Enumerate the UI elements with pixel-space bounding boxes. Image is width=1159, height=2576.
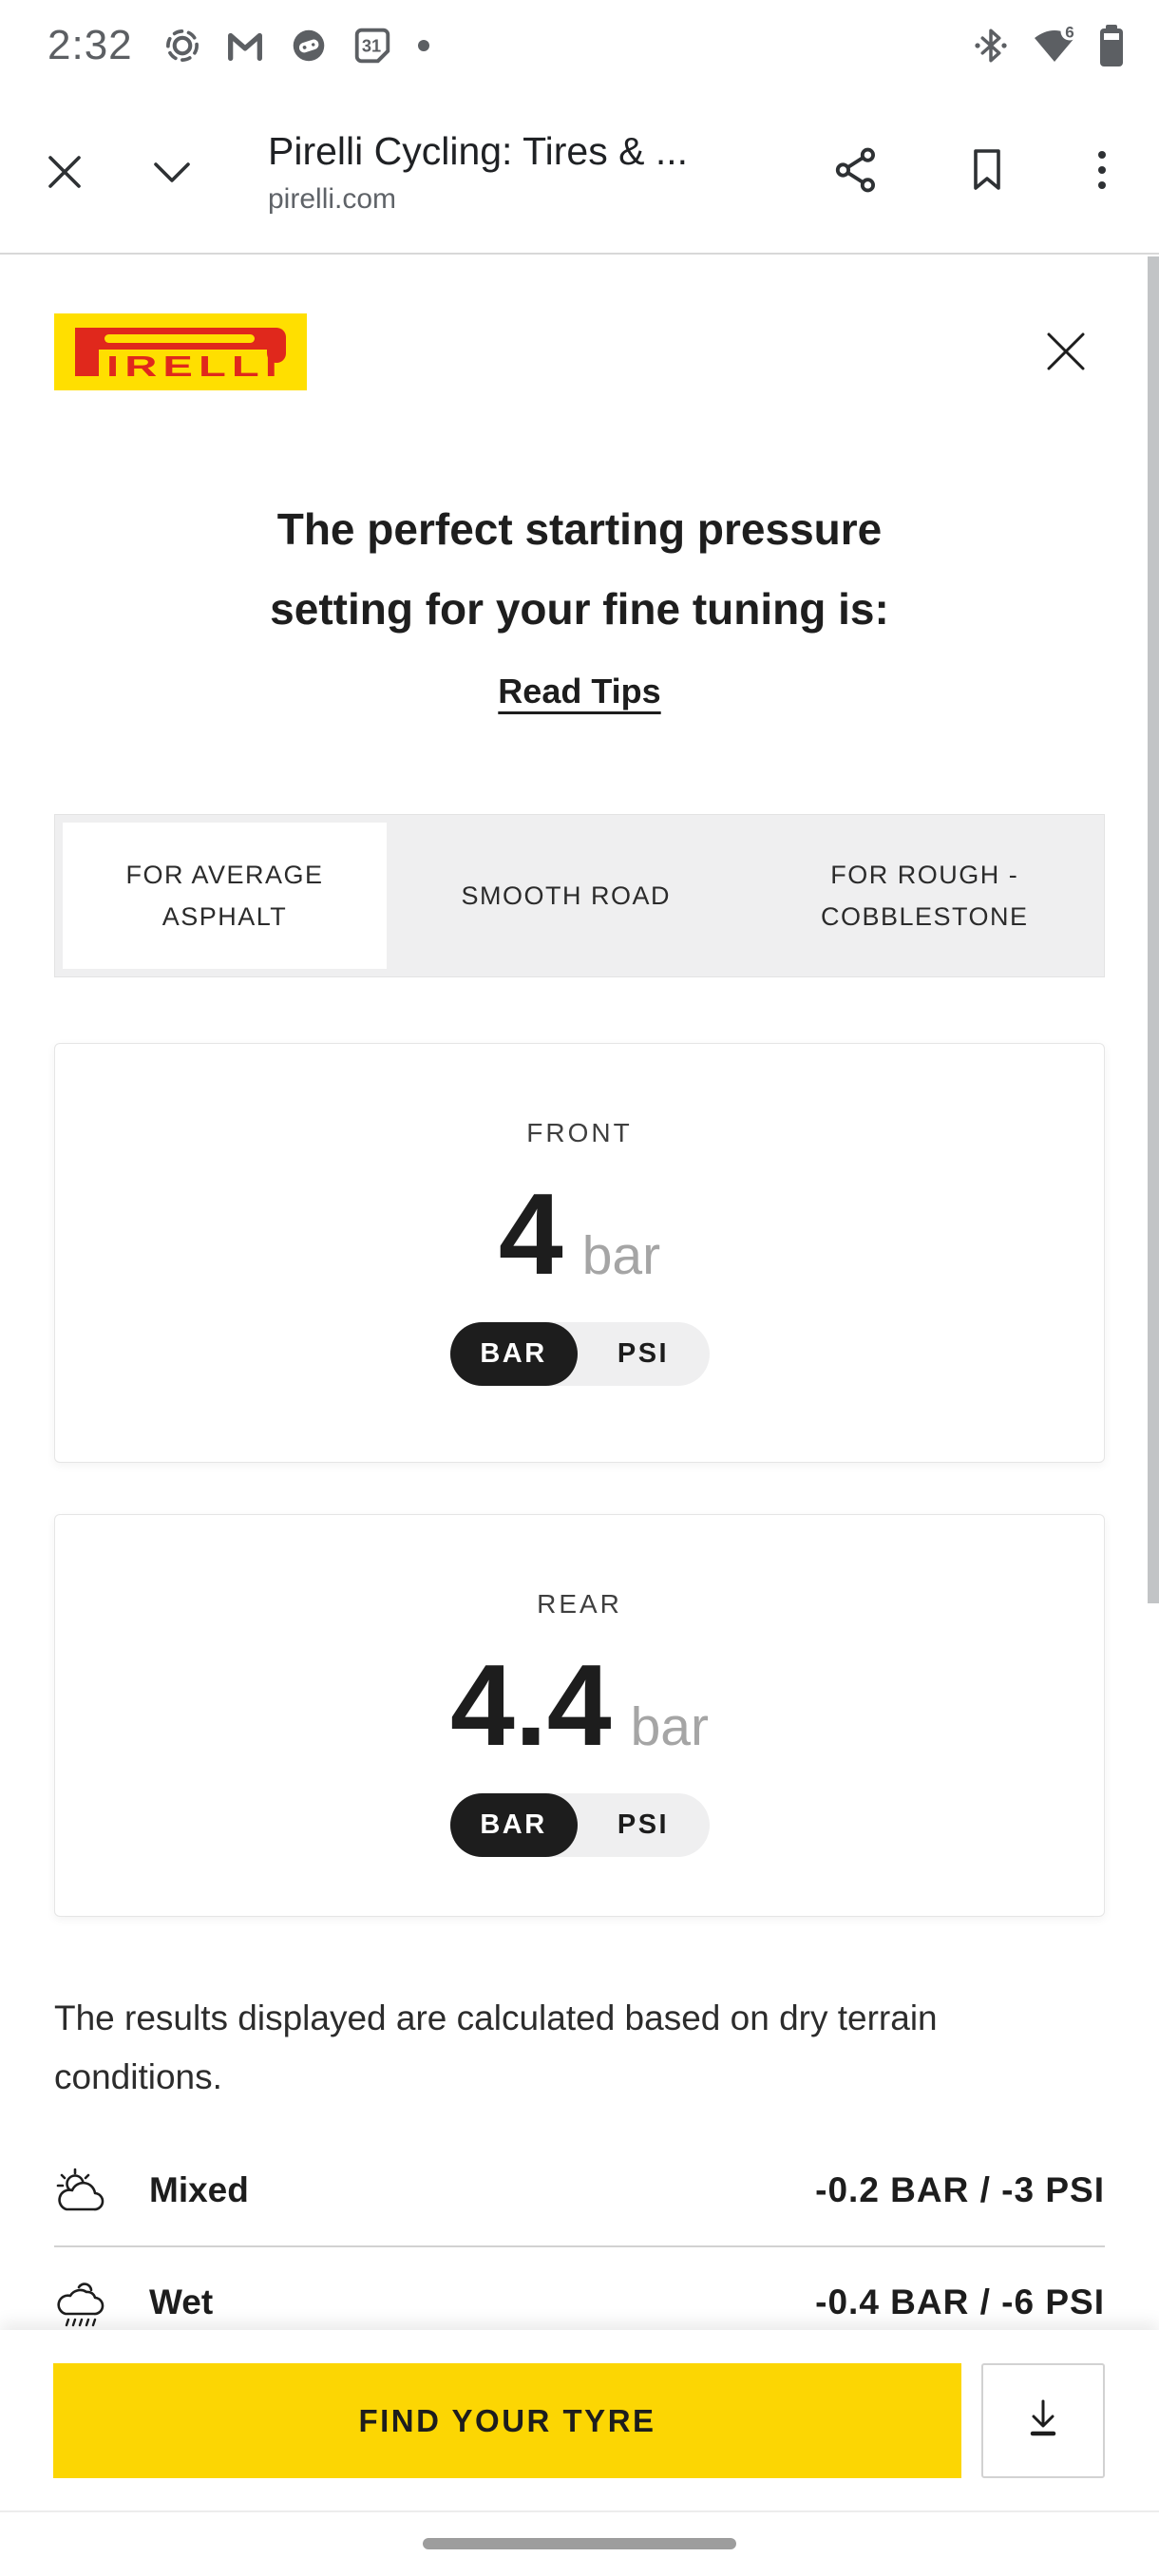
tab-smooth-road[interactable]: SMOOTH ROAD <box>461 881 671 910</box>
gmail-icon <box>223 24 267 67</box>
mixed-conditions-row <box>54 2135 1105 2247</box>
find-your-tyre-button[interactable]: FIND YOUR TYRE <box>53 2363 961 2478</box>
rear-unit-toggle <box>450 1793 710 1857</box>
screen-record-icon <box>162 25 203 66</box>
play-games-icon <box>287 24 331 67</box>
download-button[interactable] <box>981 2363 1105 2478</box>
notification-icons <box>162 24 433 67</box>
close-widget-icon[interactable] <box>1041 327 1091 376</box>
system-navbar-divider <box>0 2510 1159 2512</box>
dry-conditions-note: The results displayed are calculated based on dry terrain conditions. <box>54 1998 938 2096</box>
read-tips-link[interactable]: Read Tips <box>498 672 661 710</box>
condition-label: Wet <box>149 2282 214 2321</box>
custom-tab-toolbar <box>0 91 1159 253</box>
tab-title: Pirelli Cycling: Tires & ... <box>268 128 688 173</box>
tab-average-asphalt[interactable]: FOR AVERAGE ASPHALT <box>63 823 387 969</box>
pressure-unit: bar <box>630 1696 709 1757</box>
svg-text:31: 31 <box>361 36 381 56</box>
battery-icon <box>1098 23 1125 68</box>
svg-text:6: 6 <box>1065 23 1074 42</box>
svg-text:IRELLI: IRELLI <box>106 350 283 383</box>
tab-rough-cobblestone[interactable]: FOR ROUGH - COBBLESTONE <box>820 861 1029 931</box>
share-icon[interactable] <box>832 145 880 199</box>
sun-cloud-icon <box>54 2164 107 2217</box>
bookmark-icon[interactable] <box>967 146 1007 199</box>
page-title-block <box>268 129 688 216</box>
bluetooth-icon <box>971 26 1011 66</box>
download-icon <box>1020 2396 1066 2446</box>
pirelli-logo <box>54 313 307 390</box>
chevron-down-icon[interactable] <box>148 151 196 193</box>
page-scrollbar[interactable] <box>1148 256 1159 1603</box>
wifi-icon <box>1032 23 1077 68</box>
rear-pressure-card <box>54 1514 1105 1917</box>
pressure-delta: -0.4 BAR / -6 PSI <box>815 2282 1105 2321</box>
tab-url: pirelli.com <box>268 182 397 215</box>
close-tab-icon[interactable] <box>44 151 86 193</box>
status-bar <box>0 0 1159 91</box>
notification-dot-icon <box>414 36 433 55</box>
web-content <box>0 253 1159 2576</box>
wheel-position-label: FRONT <box>526 1118 633 1147</box>
pressure-calculator <box>0 313 1159 2358</box>
psi-option[interactable]: PSI <box>617 1337 670 1369</box>
page-title: The perfect starting pressure setting for your fine tuning is: <box>270 504 889 634</box>
calendar-icon <box>351 24 394 67</box>
bar-option[interactable]: BAR <box>450 1793 578 1857</box>
front-unit-toggle <box>450 1322 710 1386</box>
gesture-navigation-handle[interactable] <box>423 2538 736 2549</box>
overflow-menu-icon[interactable] <box>1094 146 1110 199</box>
pressure-delta: -0.2 BAR / -3 PSI <box>815 2170 1105 2209</box>
surface-tabs <box>54 814 1105 977</box>
rain-cloud-icon <box>54 2276 107 2329</box>
sticky-footer <box>0 2330 1159 2576</box>
pressure-value: 4.4 <box>450 1640 612 1770</box>
front-pressure-card <box>54 1043 1105 1463</box>
pressure-value-row <box>499 1162 660 1307</box>
psi-option[interactable]: PSI <box>617 1809 670 1840</box>
pressure-value: 4 <box>498 1169 563 1298</box>
read-tips-link-wrap <box>54 672 1105 719</box>
weather-adjustments <box>54 2135 1105 2358</box>
wheel-position-label: REAR <box>537 1589 622 1619</box>
pressure-value-row <box>450 1633 709 1778</box>
pressure-unit: bar <box>581 1225 661 1286</box>
system-icons <box>971 23 1125 68</box>
toolbar-actions <box>832 145 1159 199</box>
condition-label: Mixed <box>149 2170 249 2209</box>
bar-option[interactable]: BAR <box>450 1322 578 1386</box>
clock: 2:32 <box>48 22 133 68</box>
